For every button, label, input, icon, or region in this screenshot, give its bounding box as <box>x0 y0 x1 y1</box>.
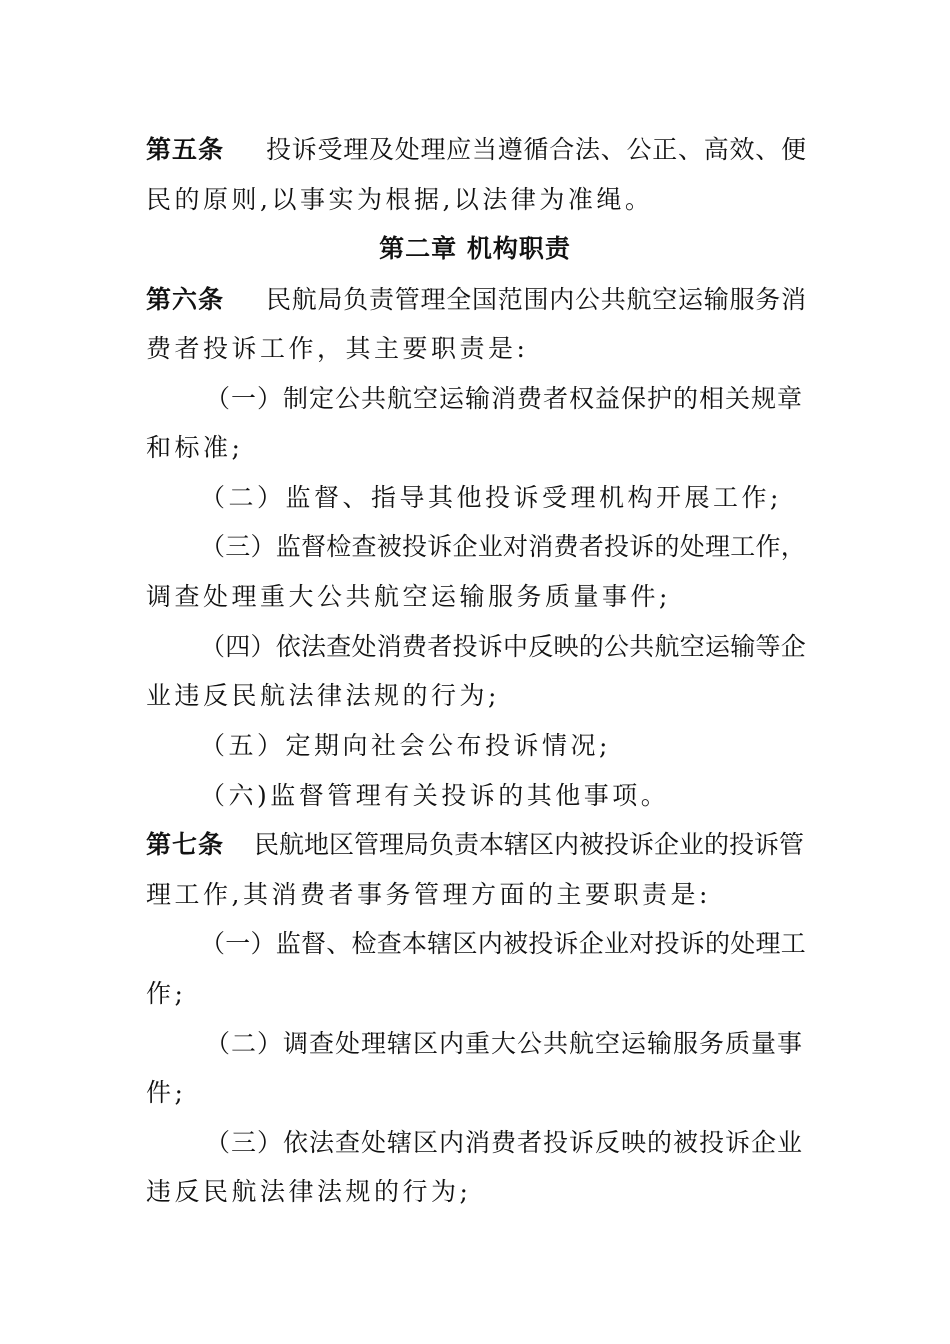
article-6-item-6: （六)监督管理有关投诉的其他事项。 <box>200 781 670 810</box>
article-7-line-2: 理工作,其消费者事务管理方面的主要职责是: <box>146 880 711 909</box>
article-5-text-1: 投诉受理及处理应当遵循合法、公正、高效、便 <box>266 135 807 164</box>
chapter-2-heading: 第二章 机构职责 <box>379 234 571 263</box>
article-5-line-1 <box>146 130 806 170</box>
article-6-item-3-line-1: （三）监督检查被投诉企业对消费者投诉的处理工作， <box>200 532 807 561</box>
article-7-label: 第七条 <box>146 830 225 859</box>
article-6-item-4-line-1: （四）依法查处消费者投诉中反映的公共航空运输等企 <box>200 632 807 661</box>
article-6-item-5: （五）定期向社会公布投诉情况; <box>200 731 611 760</box>
article-7-item-1-line-1: （一）监督、检查本辖区内被投诉企业对投诉的处理工 <box>200 929 807 958</box>
article-6-line-1 <box>146 280 806 320</box>
article-7-item-2-line-2: 件; <box>146 1078 187 1107</box>
article-6-item-4-line-2: 业违反民航法律法规的行为; <box>146 681 500 710</box>
article-7-item-3-line-1: （三）依法查处辖区内消费者投诉反映的被投诉企业 <box>205 1128 804 1157</box>
article-5-line-2: 民的原则,以事实为根据,以法律为准绳。 <box>146 185 654 214</box>
article-6-item-2: （二）监督、指导其他投诉受理机构开展工作; <box>200 483 782 512</box>
article-7-text-1: 民航地区管理局负责本辖区内被投诉企业的投诉管 <box>254 830 805 859</box>
article-7-line-1 <box>146 825 806 865</box>
article-5-label: 第五条 <box>146 135 225 164</box>
article-7-item-2-line-1: （二）调查处理辖区内重大公共航空运输服务质量事 <box>205 1029 804 1058</box>
article-6-text-1: 民航局负责管理全国范围内公共航空运输服务消 <box>266 285 807 314</box>
article-6-label: 第六条 <box>146 285 225 314</box>
article-6-item-1-line-2: 和标准; <box>146 433 244 462</box>
article-6-item-1-line-1: （一）制定公共航空运输消费者权益保护的相关规章 <box>205 384 804 413</box>
article-7-item-3-line-2: 违反民航法律法规的行为; <box>146 1177 472 1206</box>
article-6-line-2: 费者投诉工作，其主要职责是: <box>146 334 529 363</box>
article-7-item-1-line-2: 作; <box>146 979 187 1008</box>
article-6-item-3-line-2: 调查处理重大公共航空运输服务质量事件; <box>146 582 671 611</box>
